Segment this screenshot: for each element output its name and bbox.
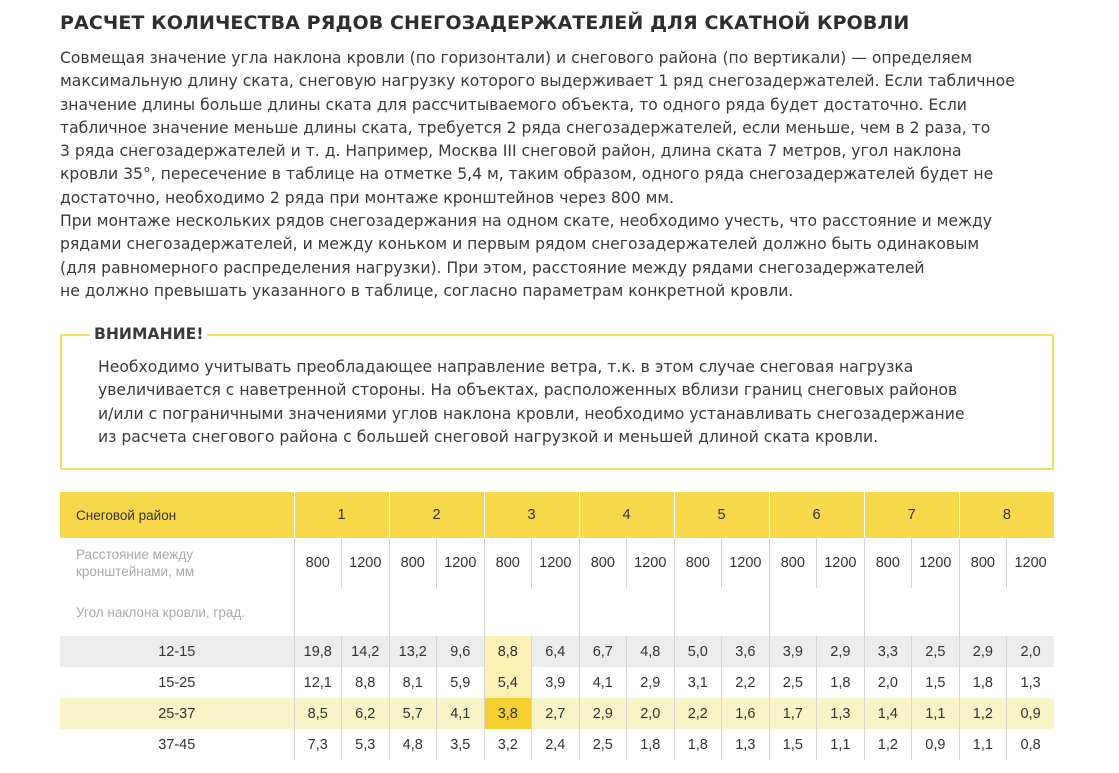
blank-cell bbox=[959, 588, 1054, 636]
intro-line: значение длины больше длины ската для рассчитываемого объекта, то одного ряда будет достаточно. Если bbox=[60, 95, 967, 114]
value-cell: 1,2 bbox=[959, 698, 1007, 729]
distance-cell: 800 bbox=[674, 538, 722, 588]
value-cell: 8,8 bbox=[484, 636, 532, 667]
distance-cell: 1200 bbox=[532, 538, 580, 588]
distance-cell: 1200 bbox=[627, 538, 675, 588]
distance-label-line: Расстояние между bbox=[76, 547, 193, 562]
value-cell: 2,5 bbox=[912, 636, 960, 667]
value-cell: 1,8 bbox=[674, 729, 722, 760]
table-row bbox=[60, 636, 1054, 667]
value-cell: 1,2 bbox=[864, 729, 912, 760]
value-cell: 8,5 bbox=[294, 698, 342, 729]
value-cell: 14,2 bbox=[342, 636, 390, 667]
intro-line: 3 ряда снегозадержателей и т. д. Например, Москва III снеговой район, длина ската 7 метров, угол наклона bbox=[60, 142, 962, 161]
value-cell: 1,3 bbox=[722, 729, 770, 760]
value-cell: 1,6 bbox=[722, 698, 770, 729]
region-header-cell: 3 bbox=[484, 492, 579, 538]
distance-cell: 800 bbox=[864, 538, 912, 588]
notice-line: из расчета снегового района с большей снеговой нагрузкой и меньшей длиной ската кровли. bbox=[98, 427, 879, 446]
distance-cell: 800 bbox=[294, 538, 342, 588]
value-cell: 1,3 bbox=[1007, 667, 1055, 698]
value-cell: 6,4 bbox=[532, 636, 580, 667]
value-cell: 2,5 bbox=[769, 667, 817, 698]
value-cell: 4,1 bbox=[579, 667, 627, 698]
blank-cell bbox=[674, 588, 769, 636]
intro-text bbox=[60, 47, 1070, 303]
angle-range-cell: 15-25 bbox=[158, 674, 196, 691]
value-cell: 5,4 bbox=[484, 667, 532, 698]
value-cell: 3,1 bbox=[674, 667, 722, 698]
distance-cell: 800 bbox=[389, 538, 437, 588]
intro-line: максимальную длину ската, снеговую нагрузку которого выдерживает 1 ряд снегозадержателей. Если табличное bbox=[60, 72, 1015, 91]
region-header-cell: 2 bbox=[389, 492, 484, 538]
region-label: Снеговой район bbox=[76, 507, 177, 523]
value-cell: 1,8 bbox=[627, 729, 675, 760]
notice-box bbox=[60, 325, 1054, 470]
value-cell: 2,2 bbox=[722, 667, 770, 698]
region-header-cell: 1 bbox=[294, 492, 389, 538]
blank-cell bbox=[579, 588, 674, 636]
value-cell: 0,8 bbox=[1007, 729, 1055, 760]
value-cell: 6,2 bbox=[342, 698, 390, 729]
angle-range-cell: 12-15 bbox=[158, 643, 196, 660]
distance-cell: 1200 bbox=[722, 538, 770, 588]
notice-title: ВНИМАНИЕ! bbox=[90, 325, 207, 343]
value-cell: 8,1 bbox=[389, 667, 437, 698]
region-header-cell: 7 bbox=[864, 492, 959, 538]
notice-line: Необходимо учитывать преобладающее направление ветра, т.к. в этом случае снеговая нагрузка bbox=[98, 358, 914, 376]
value-cell: 6,7 bbox=[579, 636, 627, 667]
distance-row bbox=[60, 538, 1054, 588]
value-cell: 2,7 bbox=[532, 698, 580, 729]
value-cell: 2,9 bbox=[959, 636, 1007, 667]
value-cell: 5,3 bbox=[342, 729, 390, 760]
distance-cell: 800 bbox=[959, 538, 1007, 588]
value-cell: 12,1 bbox=[294, 667, 342, 698]
intro-line: кровли 35°, пересечение в таблице на отметке 5,4 м, таким образом, одного ряда снегозадержателей будет не bbox=[60, 165, 994, 184]
intro-line: не должно превышать указанного в таблице, согласно параметрам конкретной кровли. bbox=[60, 281, 794, 300]
distance-label bbox=[60, 538, 294, 588]
value-cell: 2,2 bbox=[674, 698, 722, 729]
angle-range-cell: 37-45 bbox=[158, 736, 196, 753]
value-cell: 1,8 bbox=[817, 667, 865, 698]
intro-line: рядами снегозадержателей, и между коньком и первым рядом снегозадержателей должно быть одинаковым bbox=[60, 235, 980, 254]
value-cell: 8,8 bbox=[342, 667, 390, 698]
angle-label: Угол наклона кровли, град. bbox=[76, 604, 245, 620]
value-cell: 2,4 bbox=[532, 729, 580, 760]
intro-line: достаточно, необходимо 2 ряда при монтаже кронштейнов через 800 мм. bbox=[60, 188, 675, 207]
value-cell: 1,4 bbox=[864, 698, 912, 729]
value-cell: 2,0 bbox=[627, 698, 675, 729]
region-header-cell: 5 bbox=[674, 492, 769, 538]
value-cell: 1,1 bbox=[817, 729, 865, 760]
value-cell: 3,9 bbox=[532, 667, 580, 698]
value-cell: 3,8 bbox=[484, 698, 532, 729]
value-cell: 4,8 bbox=[389, 729, 437, 760]
region-header-cell: 4 bbox=[579, 492, 674, 538]
angle-header-row bbox=[60, 588, 1054, 636]
value-cell: 0,9 bbox=[912, 729, 960, 760]
value-cell: 3,9 bbox=[769, 636, 817, 667]
region-header-row bbox=[60, 492, 1054, 538]
value-cell: 4,1 bbox=[437, 698, 485, 729]
blank-cell bbox=[769, 588, 864, 636]
distance-label-line: кронштейнами, мм bbox=[76, 564, 195, 579]
value-cell: 2,0 bbox=[864, 667, 912, 698]
table-row bbox=[60, 729, 1054, 760]
value-cell: 5,7 bbox=[389, 698, 437, 729]
value-cell: 1,1 bbox=[912, 698, 960, 729]
value-cell: 19,8 bbox=[294, 636, 342, 667]
region-header-cell: 8 bbox=[959, 492, 1054, 538]
table-row bbox=[60, 698, 1054, 729]
distance-cell: 800 bbox=[769, 538, 817, 588]
region-header-cell: 6 bbox=[769, 492, 864, 538]
intro-line: При монтаже нескольких рядов снегозадержания на одном скате, необходимо учесть, что расстояние и между bbox=[60, 212, 993, 231]
table-row bbox=[60, 667, 1054, 698]
value-cell: 13,2 bbox=[389, 636, 437, 667]
value-cell: 5,9 bbox=[437, 667, 485, 698]
value-cell: 1,7 bbox=[769, 698, 817, 729]
intro-line: Совмещая значение угла наклона кровли (по горизонтали) и снегового района (по вертикали) — определяем bbox=[60, 49, 973, 67]
angle-range-cell: 25-37 bbox=[158, 705, 196, 722]
distance-cell: 1200 bbox=[912, 538, 960, 588]
blank-cell bbox=[294, 588, 389, 636]
value-cell: 3,5 bbox=[437, 729, 485, 760]
intro-line: (для равномерного распределения нагрузки). При этом, расстояние между рядами снегозадержателей bbox=[60, 258, 925, 277]
value-cell: 2,0 bbox=[1007, 636, 1055, 667]
distance-cell: 1200 bbox=[1007, 538, 1055, 588]
value-cell: 2,5 bbox=[579, 729, 627, 760]
distance-cell: 800 bbox=[579, 538, 627, 588]
blank-cell bbox=[389, 588, 484, 636]
value-cell: 2,9 bbox=[579, 698, 627, 729]
value-cell: 0,9 bbox=[1007, 698, 1055, 729]
blank-cell bbox=[864, 588, 959, 636]
value-cell: 3,2 bbox=[484, 729, 532, 760]
distance-cell: 1200 bbox=[342, 538, 390, 588]
value-cell: 5,0 bbox=[674, 636, 722, 667]
value-cell: 3,6 bbox=[722, 636, 770, 667]
value-cell: 9,6 bbox=[437, 636, 485, 667]
notice-line: и/или с пограничными значениями углов наклона кровли, необходимо устанавливать снегозадержание bbox=[98, 404, 965, 423]
value-cell: 4,8 bbox=[627, 636, 675, 667]
value-cell: 1,3 bbox=[817, 698, 865, 729]
value-cell: 2,9 bbox=[817, 636, 865, 667]
page-title: РАСЧЕТ КОЛИЧЕСТВА РЯДОВ СНЕГОЗАДЕРЖАТЕЛЕЙ ДЛЯ СКАТНОЙ КРОВЛИ bbox=[60, 12, 910, 34]
snow-guard-table bbox=[60, 492, 1054, 760]
distance-cell: 1200 bbox=[817, 538, 865, 588]
value-cell: 1,8 bbox=[959, 667, 1007, 698]
value-cell: 1,5 bbox=[912, 667, 960, 698]
blank-cell bbox=[484, 588, 579, 636]
value-cell: 1,1 bbox=[959, 729, 1007, 760]
distance-cell: 800 bbox=[484, 538, 532, 588]
value-cell: 2,9 bbox=[627, 667, 675, 698]
value-cell: 1,5 bbox=[769, 729, 817, 760]
value-cell: 7,3 bbox=[294, 729, 342, 760]
intro-line: табличное значение меньше длины ската, требуется 2 ряда снегозадержателей, если меньше, чем в 2 раза, то bbox=[60, 118, 991, 137]
distance-cell: 1200 bbox=[437, 538, 485, 588]
value-cell: 3,3 bbox=[864, 636, 912, 667]
notice-line: увеличивается с наветренной стороны. На объектах, расположенных вблизи границ снеговых районов bbox=[98, 381, 958, 400]
notice-text bbox=[98, 356, 1048, 449]
